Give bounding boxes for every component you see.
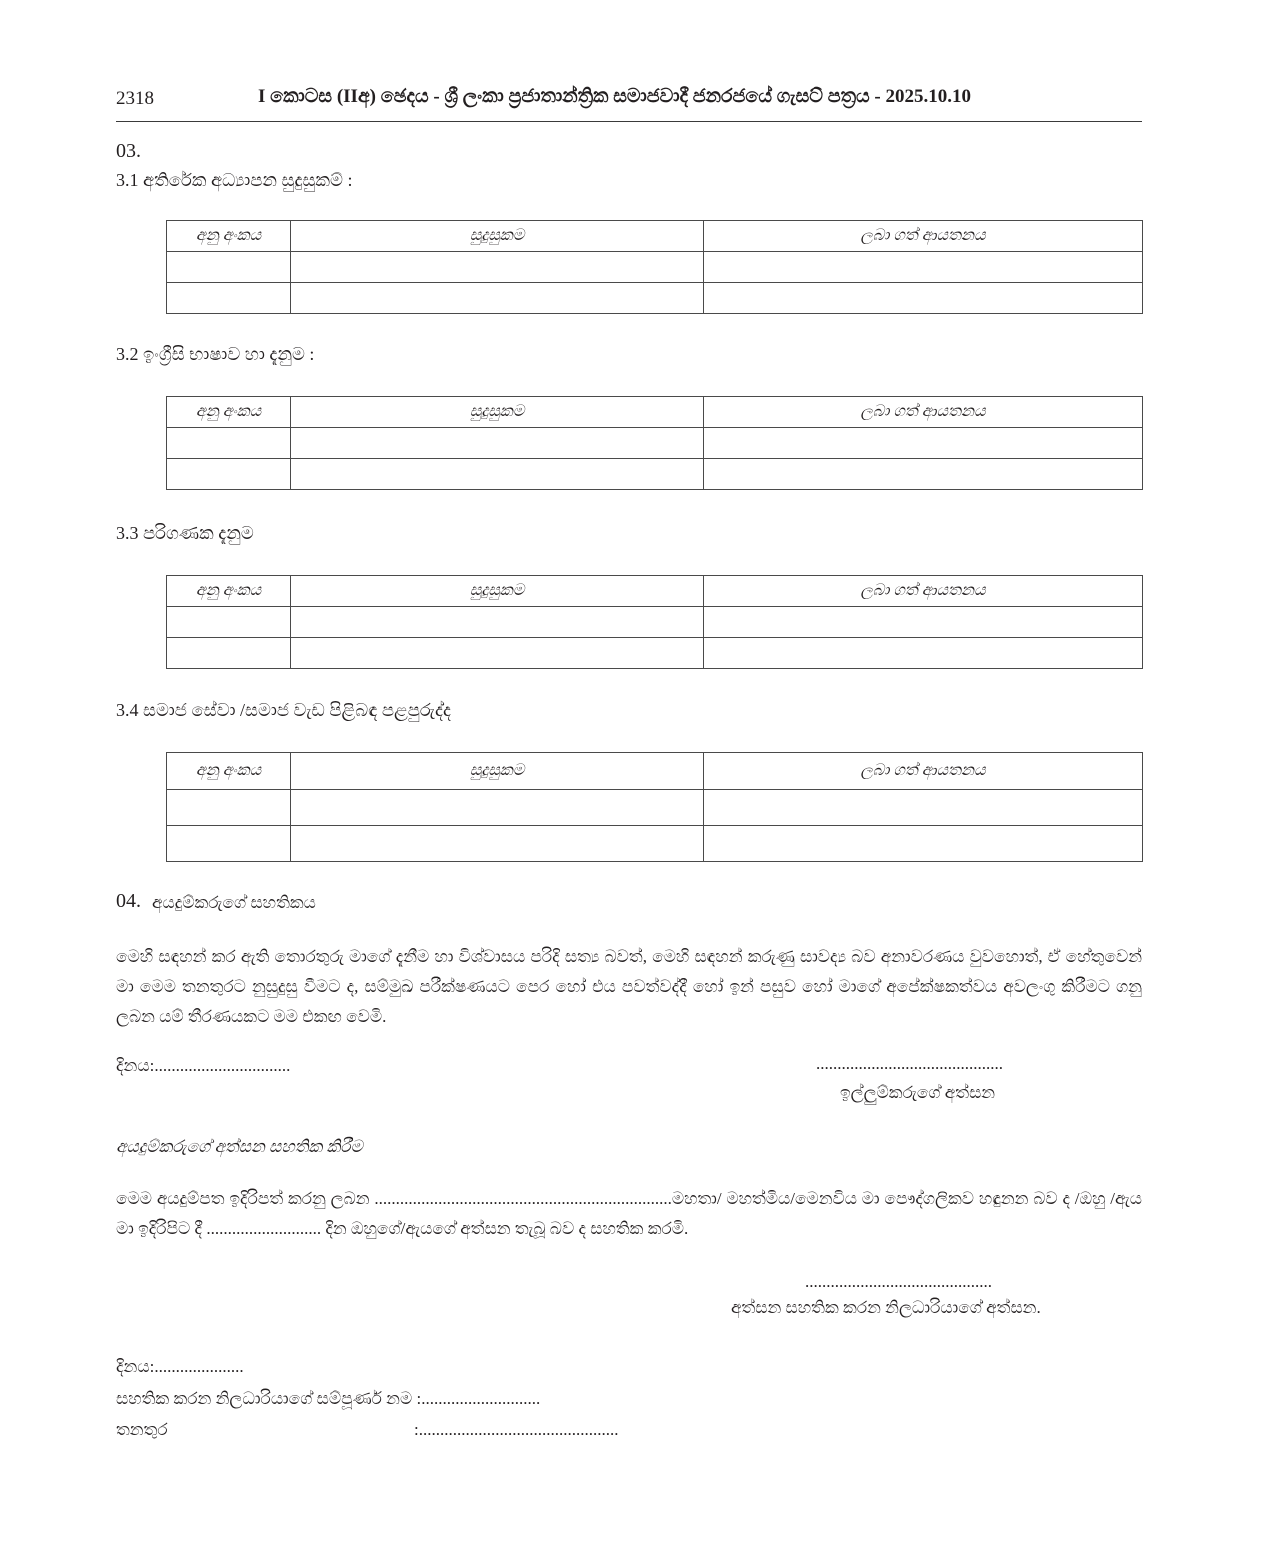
column-header-institution: ලබා ගත් ආයතනය [704, 753, 1143, 790]
declaration-paragraph: මෙහි සඳහන් කර ඇති තොරතුරු මාගේ දැනීම හා විශ්වාසය පරිදි සත්‍ය බවත්, මෙහි සඳහන් කරුණු සාවද්‍ය බව අනාවරණය වුවහොත්, ඒ හේතුවෙන් මා මෙම තනතුරට නුසුදුසු වීමට ද, සම්මුඛ පරීක්ෂණයට පෙර හෝ එය පවත්වද්දී හෝ ඉන් පසුව හෝ මාගේ අපේක්ෂකත්වය අවලංගු කිරීමට ගනු ලබන යම් තීරණයකට මම එකඟ වෙමි. [116, 947, 1142, 1026]
date-label: දිනය: [116, 1056, 155, 1075]
subsection-3-3-title: 3.3 පරිගණක දැනුම [116, 523, 254, 543]
attestation-text-2: මහතා/ මහත්මිය/මෙනවිය මා පෞද්ගලිකව [671, 1189, 975, 1208]
column-header-serial: අනු අංකය [167, 753, 291, 790]
attestation-paragraph [116, 1184, 1142, 1244]
column-header-serial: අනු අංකය [167, 397, 291, 428]
cell-serial[interactable] [167, 607, 291, 638]
applicant-name-dotted-line[interactable]: ...................................................................... [374, 1189, 672, 1208]
applicant-signature-line[interactable]: ............................................ [816, 1054, 1003, 1073]
cell-qualification[interactable] [291, 252, 704, 283]
date-dotted-line[interactable]: ................................ [154, 1056, 291, 1075]
table-3-3 [166, 575, 1143, 669]
cell-institution[interactable] [704, 638, 1143, 669]
officer-name-dotted-line[interactable]: ............................ [421, 1389, 541, 1408]
header-rule [116, 121, 1142, 122]
attestation-text-1: මෙම අයදුම්පත ඉදිරිපත් කරනු ලබන [116, 1189, 375, 1208]
table-row [167, 428, 1143, 459]
table-header-row [167, 753, 1143, 790]
column-header-institution: ලබා ගත් ආයතනය [704, 397, 1143, 428]
subsection-3-4-title: 3.4 සමාජ සේවා /සමාජ වැඩ පිළිබඳ පළපුරුද්ද [116, 700, 451, 720]
cell-serial[interactable] [167, 459, 291, 490]
subsection-3-2-title: 3.2 ඉංග්‍රීසි භාෂාව හා දැනුම : [116, 344, 315, 364]
cell-institution[interactable] [704, 790, 1143, 826]
column-header-serial: අනු අංකය [167, 221, 291, 252]
running-title: I කොටස (IIඅ) ඡෙදය - ශ්‍රී ලංකා ප්‍රජාතාන්ත්‍රික සමාජවාදී ජනරජයේ ගැසට් පත්‍රය - 2025.10.10 [258, 86, 971, 107]
attestation-title: අයදුම්කරුගේ අත්සන සහතික කිරීම [116, 1137, 363, 1156]
section-3-number: 03. [116, 140, 141, 162]
table-3-1 [166, 220, 1143, 314]
cell-institution[interactable] [704, 283, 1143, 314]
officer-position-dotted-line[interactable]: :............................................... [414, 1420, 619, 1439]
table-row [167, 790, 1143, 826]
table-3-2 [166, 396, 1143, 490]
cell-qualification[interactable] [291, 607, 704, 638]
cell-serial[interactable] [167, 790, 291, 826]
applicant-date-field [116, 1056, 290, 1076]
table-row [167, 283, 1143, 314]
officer-date-dotted-line[interactable]: ..................... [154, 1357, 244, 1376]
column-header-institution: ලබා ගත් ආයතනය [704, 221, 1143, 252]
section-4-title: අයදුම්කරුගේ සහතිකය [152, 893, 316, 912]
cell-institution[interactable] [704, 459, 1143, 490]
table-header-row [167, 576, 1143, 607]
cell-institution[interactable] [704, 428, 1143, 459]
cell-institution[interactable] [704, 607, 1143, 638]
subsection-3-1-title: 3.1 අතිරේක අධ්‍යාපන සුදුසුකම් : [116, 170, 353, 190]
cell-serial[interactable] [167, 826, 291, 862]
table-row [167, 826, 1143, 862]
cell-institution[interactable] [704, 252, 1143, 283]
section-4-number: 04. [116, 890, 141, 912]
column-header-qualification: සුදුසුකම [291, 576, 704, 607]
page-number: 2318 [116, 88, 154, 109]
attestation-text-4: දින ඔහුගේ/ඇයගේ අත්සන තැබූ බව ද සහතික කරමි. [321, 1219, 689, 1238]
table-header-row [167, 221, 1143, 252]
cell-qualification[interactable] [291, 638, 704, 669]
applicant-signature-caption: ඉල්ලුම්කරුගේ අත්සන [840, 1083, 996, 1102]
column-header-qualification: සුදුසුකම [291, 221, 704, 252]
officer-date-label: දිනය: [116, 1357, 155, 1376]
column-header-qualification: සුදුසුකම [291, 753, 704, 790]
attestation-text-3: හඳුනන බව ද /ඔහු /ඇය මා ඉදිරිපිට දී [116, 1189, 1142, 1238]
officer-name-field [116, 1389, 540, 1409]
signing-date-dotted-line[interactable]: ........................... [206, 1219, 322, 1238]
table-row [167, 252, 1143, 283]
cell-qualification[interactable] [291, 790, 704, 826]
column-header-serial: අනු අංකය [167, 576, 291, 607]
column-header-qualification: සුදුසුකම [291, 397, 704, 428]
cell-serial[interactable] [167, 428, 291, 459]
cell-serial[interactable] [167, 252, 291, 283]
cell-serial[interactable] [167, 283, 291, 314]
table-row [167, 459, 1143, 490]
cell-qualification[interactable] [291, 428, 704, 459]
cell-qualification[interactable] [291, 459, 704, 490]
table-header-row [167, 397, 1143, 428]
table-3-4 [166, 752, 1143, 862]
table-row [167, 638, 1143, 669]
officer-signature-caption: අත්සන සහතික කරන නිලධාරියාගේ අත්සන. [731, 1298, 1041, 1317]
cell-institution[interactable] [704, 826, 1143, 862]
officer-name-label: සහතික කරන නිලධාරියාගේ සම්පූර්ණ නම : [116, 1389, 422, 1408]
officer-position-label: තනතුර [116, 1420, 168, 1439]
cell-qualification[interactable] [291, 826, 704, 862]
officer-signature-line[interactable]: ............................................ [805, 1272, 992, 1291]
cell-serial[interactable] [167, 638, 291, 669]
officer-date-field [116, 1357, 244, 1377]
table-row [167, 607, 1143, 638]
column-header-institution: ලබා ගත් ආයතනය [704, 576, 1143, 607]
cell-qualification[interactable] [291, 283, 704, 314]
